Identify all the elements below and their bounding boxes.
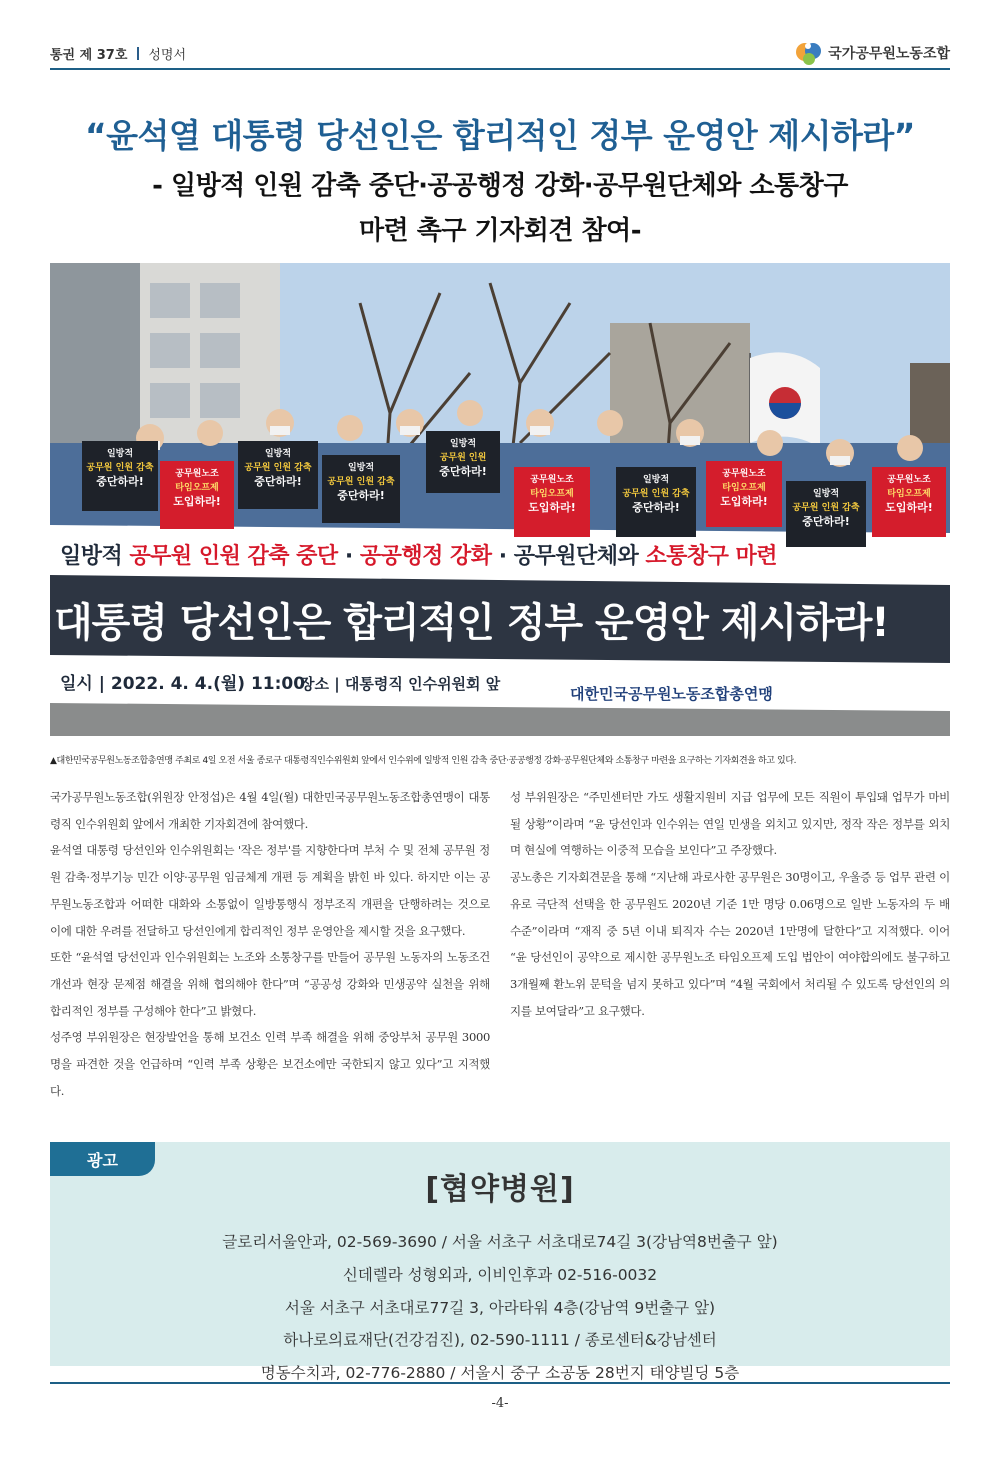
- header-divider: [137, 47, 139, 60]
- ad-line: 신데렐라 성형외과, 이비인후과 02-516-0032: [342, 1265, 658, 1284]
- article-title: “윤석열 대통령 당선인은 합리적인 정부 운영안 제시하라”: [84, 116, 915, 155]
- protest-sign: [82, 441, 158, 511]
- union-brand: [795, 40, 950, 66]
- sign-line: 중단하라!: [439, 465, 487, 478]
- article-paragraph: 성 부위원장은 “주민센터만 가도 생활지원비 지급 업무에 모든 직원이 투입돼 업무가 마비될 상황”이라며 “윤 당선인과 인수위는 연일 민생을 외치고 있지만, 정작 작은 정부를 외치며 현실에 역행하는 이중적 모습을 보인다”고 주장했다.: [510, 790, 950, 858]
- sign-line: 타임오프제: [887, 489, 931, 499]
- sign-line: 공무원노조: [722, 469, 766, 479]
- protest-sign: [872, 467, 946, 537]
- article-paragraph: 윤석열 대통령 당선인와 인수위원회는 '작은 정부'를 지향한다며 부처 수 및 전체 공무원 정원 감축·정부기능 민간 이양·공무원 임금체계 개편 등 계획을 밝힌 바 있다. 하지만 이는 공무원노동조합과 어떠한 대화와 소통없이 일방통행식 정부조직 개편을 단행하려는 것으로 이에 대한 우려를 전달하고 당선인에게 합리적인 정부 운영안을 제시할 것을 요구했다.: [50, 843, 490, 938]
- issue-info: [50, 44, 186, 63]
- brand-name: 국가공무원노동조합: [828, 46, 950, 62]
- advertisement-box: [50, 1142, 950, 1383]
- article-paragraph: 또한 “윤석열 당선인과 인수위원회는 노조와 소통창구를 만들어 공무원 노동자의 노동조건 개선과 현장 문제점 해결을 위해 협의해야 한다”며 “공공성 강화와 민생공약 실천을 위해 합리적인 정부를 구성해야 한다”고 밝혔다.: [50, 950, 490, 1018]
- sign-line: 공무원 인원: [439, 453, 487, 463]
- sign-line: 일방적: [264, 449, 292, 459]
- sign-line: 도입하라!: [528, 501, 576, 514]
- press-conference-photo: [50, 263, 950, 736]
- banner-top-text: [60, 539, 940, 570]
- banner-text-part: 공공행정 강화: [359, 544, 492, 569]
- sign-line: 일방적: [347, 463, 375, 473]
- banner-org: 대한민국공무원노동조합총연맹: [570, 685, 773, 703]
- sign-line: 공무원 인원 감축: [244, 463, 312, 473]
- protest-sign: [706, 461, 782, 527]
- sign-line: 공무원 인원 감축: [622, 489, 690, 499]
- sign-line: 도입하라!: [173, 495, 221, 508]
- protest-sign: [616, 467, 696, 537]
- banner-date: 일시 | 2022. 4. 4.(월) 11:00: [60, 674, 306, 694]
- article-subtitle: [60, 164, 940, 254]
- banner-text-part: 공무원 인원 감축 중단: [129, 544, 338, 569]
- subtitle-line-2: 마련 촉구 기자회견 참여-: [358, 216, 642, 246]
- ad-line: 명동수치과, 02-776-2880 / 서울시 중구 소공동 28번지 태양빌딩 5층: [260, 1364, 740, 1383]
- ad-hospital-list: [50, 1226, 950, 1390]
- photo-caption: ▲대한민국공무원노동조합총연맹 주최로 4일 오전 서울 종로구 대통령직인수위원회 앞에서 인수위에 일방적 인원 감축 중단·공공행정 강화·공무원단체와 소통창구 마련을 요구하는 기자회견을 하고 있다.: [50, 756, 797, 766]
- sign-line: 타임오프제: [175, 483, 219, 493]
- article-paragraph: 성주영 부위원장은 현장발언을 통해 보건소 인력 부족 해결을 위해 중앙부처 공무원 3000명을 파견한 것을 언급하며 “인력 부족 상황은 보건소에만 국한되지 않고 있다”고 지적했다.: [50, 1030, 490, 1098]
- sign-line: 공무원 인원 감축: [86, 463, 154, 473]
- sign-line: 공무원노조: [530, 475, 574, 485]
- protest-sign: [160, 461, 234, 529]
- protest-sign: [514, 467, 590, 537]
- sign-line: 공무원노조: [887, 475, 931, 485]
- protest-sign: [426, 431, 500, 493]
- sign-line: 도입하라!: [720, 495, 768, 508]
- sign-line: 공무원 인원 감축: [327, 477, 395, 487]
- issue-number: 통권 제 37호: [50, 47, 128, 63]
- article-paragraph: 공노총은 기자회견문을 통해 “지난해 과로사한 공무원은 30명이고, 우울증 등 업무 관련 이유로 극단적 선택을 한 공무원도 2020년 기준 1만 명당 0.06명으로 일반 노동자의 두 배 수준”이라며 “재직 중 5년 이내 퇴직자 수는 2020년 1만명에 달한다”고 지적했다. 이어 “윤 당선인이 공약으로 제시한 공무원노조 타임오프제 도입 법안이 여야합의에도 불구하고 3개월째 환노위 문턱을 넘지 못하고 있다”며 “4월 국회에서 처리될 수 있도록 당선인의 의지를 보여달라”고 요구했다.: [510, 870, 950, 1018]
- ad-line: 하나로의료재단(건강검진), 02-590-1111 / 종로센터&강남센터: [283, 1331, 717, 1350]
- banner-main-text: 대통령 당선인은 합리적인 정부 운영안 제시하라!: [54, 600, 889, 646]
- banner-text-part: 일방적: [60, 544, 130, 569]
- sign-line: 일방적: [106, 449, 134, 459]
- sign-line: 공무원노조: [175, 469, 219, 479]
- ad-tab-label: 광고: [50, 1142, 155, 1176]
- sign-line: 일방적: [812, 489, 840, 499]
- header-rule: [50, 68, 950, 70]
- section-name: 성명서: [148, 47, 187, 63]
- sign-line: 공무원 인원 감축: [792, 503, 860, 513]
- page-header: [50, 38, 950, 68]
- sign-line: 일방적: [642, 475, 670, 485]
- banner-text-part: ·: [337, 544, 360, 569]
- article-column-right: [510, 784, 950, 1024]
- banner-place: 장소 | 대통령직 인수위원회 앞: [300, 675, 501, 693]
- footer-rule: [50, 1382, 950, 1384]
- sign-line: 타임오프제: [722, 483, 766, 493]
- union-logo-icon: [795, 40, 823, 66]
- page-number: -4-: [491, 1396, 509, 1411]
- banner-text-part: · 공무원단체와: [491, 544, 646, 569]
- protest-sign: [786, 481, 866, 547]
- ad-line: 서울 서초구 서초대로77길 3, 아라타워 4층(강남역 9번출구 앞): [284, 1298, 716, 1317]
- article-paragraph: 국가공무원노동조합(위원장 안정섭)은 4월 4일(월) 대한민국공무원노동조합총연맹이 대통령직 인수위원회 앞에서 개최한 기자회견에 참여했다.: [50, 790, 490, 831]
- sign-line: 중단하라!: [632, 501, 680, 514]
- sign-line: 도입하라!: [885, 501, 933, 514]
- sign-line: 중단하라!: [802, 515, 850, 528]
- ad-line: 글로리서울안과, 02-569-3690 / 서울 서초구 서초대로74길 3(강남역8번출구 앞): [222, 1233, 778, 1251]
- protest-sign: [238, 441, 318, 509]
- sign-line: 타임오프제: [530, 489, 574, 499]
- sign-line: 중단하라!: [254, 475, 302, 488]
- article-column-left: [50, 784, 490, 1104]
- ad-title: [협약병원]: [425, 1172, 575, 1207]
- sign-line: 중단하라!: [96, 475, 144, 488]
- banner-text-part: 소통창구 마련: [645, 544, 778, 569]
- subtitle-line-1: - 일방적 인원 감축 중단·공공행정 강화·공무원단체와 소통창구: [152, 171, 848, 201]
- sign-line: 일방적: [449, 439, 477, 449]
- protest-sign: [322, 455, 400, 523]
- sign-line: 중단하라!: [337, 489, 385, 502]
